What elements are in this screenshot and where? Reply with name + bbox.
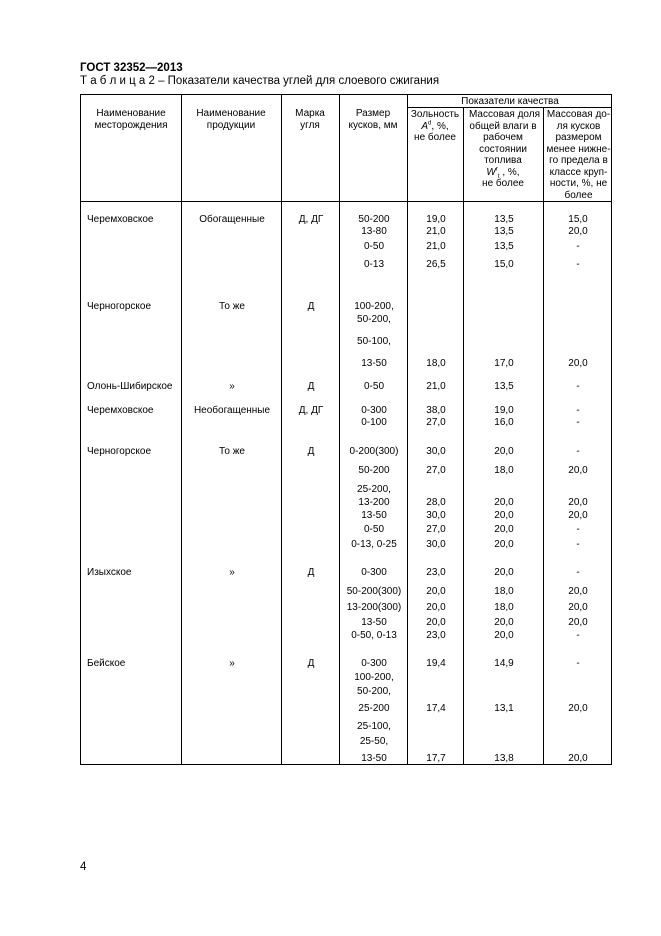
col-divider: [543, 107, 544, 764]
header-quality-group: Показатели качества: [461, 96, 559, 107]
cell-fines: -: [576, 417, 580, 428]
cell-moisture: 16,0: [494, 417, 514, 428]
header-grade: Марка угля: [295, 108, 325, 131]
cell-size: 50-100,: [357, 336, 391, 347]
cell-moisture: 13,1: [494, 703, 514, 714]
cell-moisture: 20,0: [494, 524, 514, 535]
cell-grade: Д: [307, 301, 315, 312]
col-divider: [339, 95, 340, 764]
cell-size: 50-200,: [357, 314, 391, 325]
cell-moisture: 13,5: [494, 241, 514, 252]
cell-moisture: 18,0: [494, 586, 514, 597]
cell-size: 0-50: [363, 524, 384, 535]
cell-fines: 20,0: [568, 465, 588, 476]
cell-size: 13-80: [361, 226, 387, 237]
cell-ash: 30,0: [426, 446, 446, 457]
cell-fines: 20,0: [568, 497, 588, 508]
cell-fines: -: [576, 658, 580, 669]
cell-fines: -: [576, 567, 580, 578]
cell-moisture: 20,0: [494, 630, 514, 641]
cell-size: 13-50: [361, 358, 387, 369]
cell-size: 0-50: [363, 381, 384, 392]
cell-ash: 17,4: [426, 703, 446, 714]
cell-ash: 20,0: [426, 586, 446, 597]
cell-ash: 27,0: [426, 524, 446, 535]
header-moisture: Массовая доля общей влаги в рабочем состоянии топлива $W^r_t$ , %, не более: [468, 109, 540, 189]
cell-deposit: Черемховское: [87, 214, 154, 225]
cell-deposit: Черемховское: [87, 405, 154, 416]
cell-ash: 19,0: [426, 214, 446, 225]
cell-ash: 23,0: [426, 567, 446, 578]
cell-moisture: 18,0: [494, 602, 514, 613]
cell-fines: 20,0: [568, 586, 588, 597]
cell-size: 50-200: [358, 465, 390, 476]
cell-deposit: Черногорское: [87, 301, 152, 312]
cell-deposit: Черногорское: [87, 446, 152, 457]
cell-ash: 21,0: [426, 241, 446, 252]
cell-product: То же: [219, 301, 245, 312]
cell-product: Необогащенные: [193, 405, 271, 416]
header-fines: Массовая до- ля кусков размером менее нижне- го предела в классе круп- ности, %, не более: [546, 109, 611, 201]
header-ash: Зольность $A^d$, %, не более: [410, 109, 460, 143]
header-size: Размер кусков, мм: [348, 108, 398, 131]
header-bottom-line: [81, 201, 611, 202]
cell-size: 0-50, 0-13: [351, 630, 397, 641]
col-divider: [181, 95, 182, 764]
cell-moisture: 19,0: [494, 405, 514, 416]
cell-size: 25-50,: [359, 736, 389, 747]
cell-fines: 20,0: [568, 226, 588, 237]
cell-moisture: 13,5: [494, 381, 514, 392]
cell-moisture: 20,0: [494, 539, 514, 550]
cell-fines: -: [576, 524, 580, 535]
cell-ash: 18,0: [426, 358, 446, 369]
col-divider: [407, 95, 408, 764]
cell-moisture: 15,0: [494, 259, 514, 270]
cell-deposit: Изыхское: [87, 567, 132, 578]
cell-size: 13-200(300): [346, 602, 402, 613]
cell-product: Обогащенные: [199, 214, 265, 225]
cell-fines: -: [576, 630, 580, 641]
cell-fines: -: [576, 446, 580, 457]
cell-fines: 20,0: [568, 617, 588, 628]
cell-ash: 30,0: [426, 510, 446, 521]
cell-size: 0-300: [361, 567, 387, 578]
cell-ash: 21,0: [426, 381, 446, 392]
cell-size: 50-200: [358, 214, 390, 225]
cell-ash: 28,0: [426, 497, 446, 508]
cell-size: 25-200: [358, 703, 390, 714]
cell-size: 100-200,: [354, 672, 394, 683]
cell-fines: -: [576, 539, 580, 550]
cell-size: 0-50: [363, 241, 384, 252]
cell-size: 25-200,: [357, 484, 391, 495]
cell-grade: Д: [307, 658, 315, 669]
cell-ash: 20,0: [426, 602, 446, 613]
page-number: 4: [80, 861, 87, 873]
cell-size: 0-200(300): [349, 446, 399, 457]
cell-product: »: [229, 381, 235, 392]
cell-fines: 20,0: [568, 358, 588, 369]
cell-moisture: 14,9: [494, 658, 514, 669]
cell-product: То же: [219, 446, 245, 457]
cell-grade: Д: [307, 446, 315, 457]
cell-product: »: [229, 567, 235, 578]
cell-deposit: Олонь-Шибирское: [87, 381, 173, 392]
cell-fines: -: [576, 381, 580, 392]
cell-product: »: [229, 658, 235, 669]
cell-grade: Д, ДГ: [298, 405, 324, 416]
cell-size: 13-200: [358, 497, 390, 508]
cell-fines: -: [576, 259, 580, 270]
cell-fines: -: [576, 241, 580, 252]
cell-size: 13-50: [361, 617, 387, 628]
header-product: Наименование продукции: [196, 108, 266, 131]
cell-size: 0-300: [361, 405, 387, 416]
cell-fines: 20,0: [568, 753, 588, 764]
header-deposit: Наименование месторождения: [94, 108, 168, 131]
cell-ash: 30,0: [426, 539, 446, 550]
cell-moisture: 20,0: [494, 510, 514, 521]
cell-ash: 21,0: [426, 226, 446, 237]
cell-grade: Д: [307, 381, 315, 392]
cell-size: 0-13, 0-25: [351, 539, 397, 550]
cell-moisture: 20,0: [494, 446, 514, 457]
cell-size: 100-200,: [354, 301, 394, 312]
cell-moisture: 17,0: [494, 358, 514, 369]
cell-fines: 20,0: [568, 703, 588, 714]
cell-fines: 20,0: [568, 602, 588, 613]
cell-ash: 27,0: [426, 465, 446, 476]
cell-moisture: 13,5: [494, 226, 514, 237]
cell-ash: 20,0: [426, 617, 446, 628]
cell-size: 13-50: [361, 753, 387, 764]
cell-fines: 20,0: [568, 510, 588, 521]
standard-code: ГОСТ 32352—2013: [80, 62, 183, 74]
col-divider: [463, 107, 464, 764]
cell-ash: 17,7: [426, 753, 446, 764]
cell-grade: Д, ДГ: [298, 214, 324, 225]
cell-fines: 15,0: [568, 214, 588, 225]
cell-ash: 19,4: [426, 658, 446, 669]
cell-ash: 38,0: [426, 405, 446, 416]
col-divider: [281, 95, 282, 764]
cell-moisture: 13,8: [494, 753, 514, 764]
cell-moisture: 20,0: [494, 567, 514, 578]
cell-ash: 27,0: [426, 417, 446, 428]
cell-moisture: 18,0: [494, 465, 514, 476]
cell-moisture: 13,5: [494, 214, 514, 225]
cell-deposit: Бейское: [87, 658, 126, 669]
cell-size: 50-200,: [357, 686, 391, 697]
cell-fines: -: [576, 405, 580, 416]
cell-size: 0-100: [361, 417, 387, 428]
cell-size: 0-13: [363, 259, 384, 270]
cell-grade: Д: [307, 567, 315, 578]
cell-size: 25-100,: [357, 721, 391, 732]
quality-table: [80, 94, 612, 765]
cell-moisture: 20,0: [494, 497, 514, 508]
cell-ash: 26,5: [426, 259, 446, 270]
cell-size: 50-200(300): [346, 586, 402, 597]
table-caption: Т а б л и ц а 2 – Показатели качества углей для слоевого сжигания: [80, 75, 440, 87]
cell-size: 0-300: [361, 658, 387, 669]
cell-size: 13-50: [361, 510, 387, 521]
cell-ash: 23,0: [426, 630, 446, 641]
cell-moisture: 20,0: [494, 617, 514, 628]
